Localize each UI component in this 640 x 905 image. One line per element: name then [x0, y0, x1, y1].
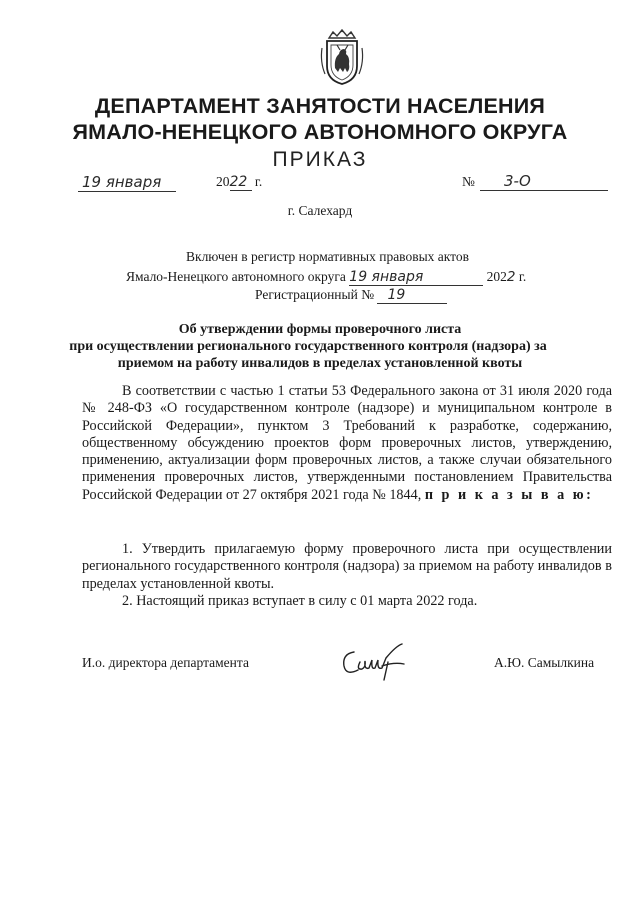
signatory-position: И.о. директора департамента: [82, 655, 249, 670]
number-underline: [480, 172, 608, 191]
item-2-paragraph: [82, 593, 612, 610]
registration-line2: [126, 269, 526, 286]
year-suffix: г.: [254, 174, 263, 189]
registration-line3: [255, 287, 447, 304]
year-prefix: 20: [216, 174, 230, 189]
registration-region: Ямало-Ненецкого автономного округа: [126, 269, 346, 284]
registration-number-label: Регистрационный №: [255, 287, 375, 302]
order-word: п р и к а з ы в а ю:: [424, 486, 594, 503]
registration-date: 19 января: [349, 269, 483, 286]
registration-year-prefix: 202: [486, 269, 507, 284]
item-2-text: 2. Настоящий приказ вступает в силу с 01 марта 2022 года.: [122, 593, 478, 609]
number-label: №: [462, 174, 475, 189]
title-line1: Об утверждении формы проверочного листа: [178, 322, 462, 337]
preamble-text: В соответствии с частью 1 статьи 53 Федерального закона от 31 июля 2020 года № 248-ФЗ «О государственном контроле (надзоре) и муниципальном контроле в Российской Федерации», пунктом 3 Требований к разработке, содержанию, общественному обсуждению проектов форм проверочных листов, утверждению, применению, актуализации форм проверочных листов, а также случаи обязательного применения проверочных листов, утвержденными постановлением Правительства Российской Федерации от 27 октября 2021 года № 1844,: [82, 383, 612, 503]
department-name-line1: ДЕПАРТАМЕНТ ЗАНЯТОСТИ НАСЕЛЕНИЯ: [94, 94, 546, 118]
registration-line1: Включен в регистр нормативных правовых актов: [186, 249, 470, 264]
year-handwritten: 22: [230, 174, 252, 191]
coat-of-arms-emblem: [319, 28, 365, 86]
handwritten-signature: [338, 640, 418, 684]
title-line2: при осуществлении регионального государственного контроля (надзора) за: [69, 339, 547, 354]
number-handwritten: 3-О: [504, 172, 531, 190]
city: г. Салехард: [287, 203, 353, 218]
year-field: [216, 174, 262, 191]
date-underline: [78, 173, 176, 192]
preamble-paragraph: [82, 383, 612, 504]
department-name-line2: ЯМАЛО-НЕНЕЦКОГО АВТОНОМНОГО ОКРУГА: [72, 120, 568, 144]
signatory-name: А.Ю. Самылкина: [494, 655, 595, 670]
document-type-heading: ПРИКАЗ: [272, 148, 368, 171]
item-1-paragraph: [82, 541, 612, 593]
registration-year-suffix: г.: [518, 269, 527, 284]
date-handwritten: 19 января: [82, 173, 162, 191]
registration-year-hand: 2: [506, 269, 516, 285]
item-1-text: 1. Утвердить прилагаемую форму проверочного листа при осуществлении регионального государственного контроля (надзора) за приемом на работу инвалидов в пределах установленной квоты.: [82, 541, 612, 592]
title-line3: приемом на работу инвалидов в пределах установленной квоты: [117, 356, 523, 371]
registration-number: 19: [377, 287, 447, 304]
